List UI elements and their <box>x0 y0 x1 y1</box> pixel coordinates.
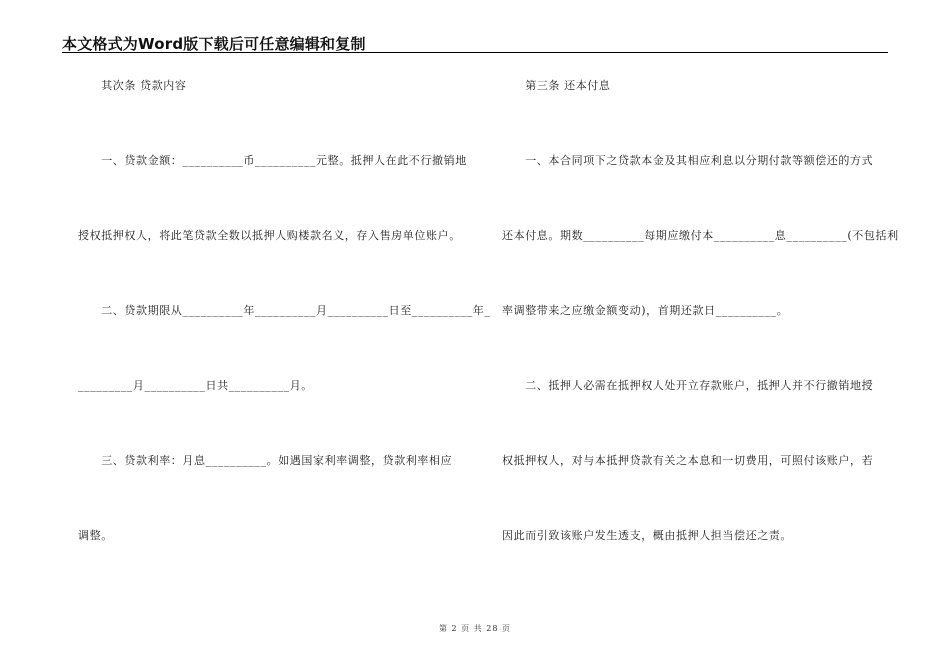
left-line-6: 三、贷款利率：月息__________。如遇国家利率调整，贷款利率相应 <box>78 454 453 467</box>
document-header-title: 本文格式为Word版下载后可任意编辑和复制 <box>62 35 366 53</box>
left-line-5: _________月__________日共__________月。 <box>78 379 313 392</box>
right-line-1: 第三条 还本付息 <box>502 79 611 92</box>
left-line-7: 调整。 <box>78 529 113 542</box>
right-line-3: 还本付息。期数__________每期应缴付本__________息__________(不包括利 <box>502 229 899 242</box>
right-line-7: 因此而引致该账户发生透支，概由抵押人担当偿还之责。 <box>502 529 792 542</box>
right-line-5: 二、抵押人必需在抵押权人处开立存款账户，抵押人并不行撤销地授 <box>502 379 874 392</box>
right-line-2: 一、本合同项下之贷款本金及其相应利息以分期付款等额偿还的方式 <box>502 154 874 167</box>
left-line-3: 授权抵押权人，将此笔贷款全数以抵押人购楼款名义，存入售房单位账户。 <box>78 229 461 242</box>
left-line-4: 二、贷款期限从__________年__________月__________日至__________年_ <box>78 304 491 317</box>
page-number-footer: 第 2 页 共 28 页 <box>439 624 511 633</box>
header-divider <box>62 52 888 53</box>
left-line-1: 其次条 贷款内容 <box>78 79 187 92</box>
left-line-2: 一、贷款金额：__________币__________元整。抵押人在此不行撤销地 <box>78 154 467 167</box>
right-line-6: 权抵押权人，对与本抵押贷款有关之本息和一切费用，可照付该账户，若 <box>502 454 874 467</box>
right-line-4: 率调整带来之应缴金额变动)，首期还款日__________。 <box>502 304 789 317</box>
